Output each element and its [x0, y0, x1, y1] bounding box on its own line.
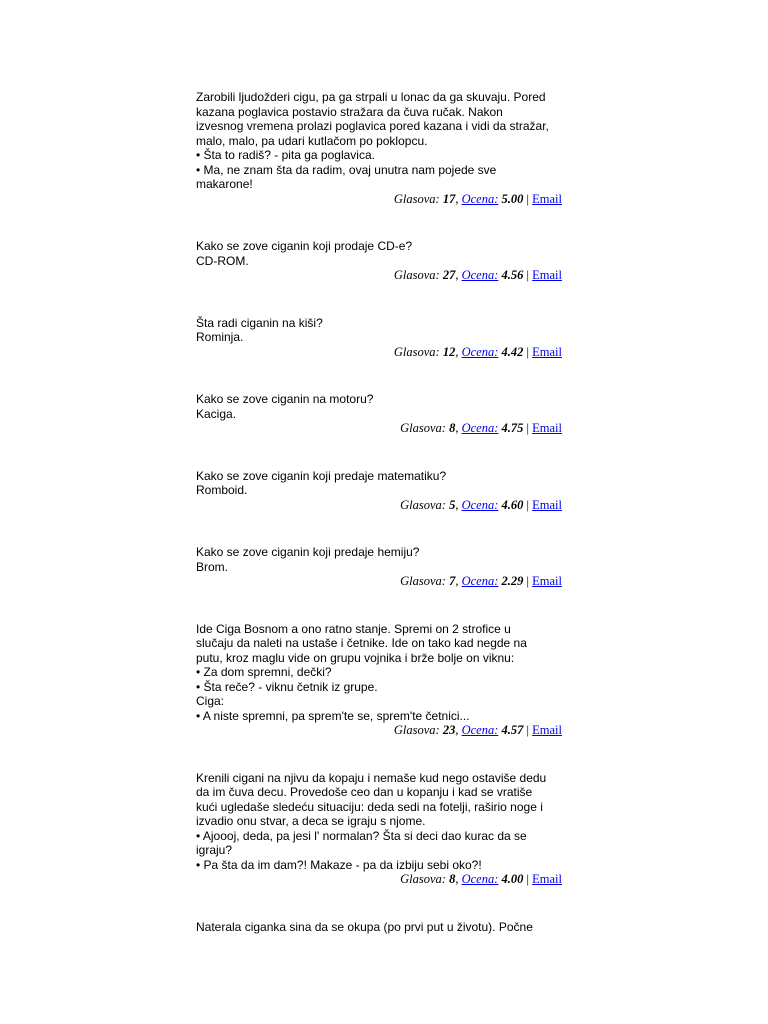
joke-line: putu, kroz maglu vide on grupu vojnika i brže bolje on viknu: [196, 650, 515, 665]
pipe-separator: | [526, 574, 530, 588]
pipe-separator: | [526, 268, 530, 282]
comma-separator: , [455, 872, 462, 886]
joke-line: Romboid. [196, 483, 248, 497]
joke-line: Ciga: [196, 694, 225, 708]
score-value: 4.60 [501, 497, 524, 512]
joke-text [196, 920, 568, 935]
comma-separator: , [455, 497, 462, 512]
votes-count: 12 [442, 344, 456, 359]
joke-line: • Ma, ne znam šta da radim, ovaj unutra nam pojede sve [196, 162, 497, 177]
joke-text [196, 469, 568, 498]
pipe-separator: | [526, 723, 530, 737]
joke-entry [196, 239, 568, 283]
score-value: 4.56 [501, 268, 524, 282]
joke-line: kazana poglavica postavio stražara da čuva ručak. Nakon [196, 104, 503, 119]
email-link[interactable]: Email [532, 344, 562, 359]
score-value: 2.29 [501, 574, 524, 588]
email-link[interactable]: Email [532, 497, 562, 512]
joke-line: Kako se zove ciganin na motoru? [196, 392, 374, 406]
comma-separator: , [455, 574, 462, 588]
joke-entry [196, 622, 568, 738]
votes-label: Glasova: [393, 268, 440, 282]
votes-count: 27 [442, 268, 456, 282]
joke-line: kući ugledaše sledeću situaciju: deda sedi na fotelji, raširio noge i [196, 799, 543, 814]
joke-line: Krenili cigani na njivu da kopaju i nemaše kud nego ostaviše dedu [196, 770, 547, 785]
rating-line [196, 574, 568, 589]
joke-line: • Šta to radiš? - pita ga poglavica. [196, 148, 375, 162]
score-value: 4.57 [501, 723, 524, 737]
joke-line: Brom. [196, 559, 229, 574]
joke-entry [196, 469, 568, 513]
rate-link[interactable]: Ocena: [461, 574, 499, 588]
votes-count: 8 [449, 421, 456, 435]
rate-link[interactable]: Ocena: [461, 421, 499, 435]
votes-count: 23 [442, 723, 456, 737]
joke-text [196, 316, 568, 345]
joke-line: Kako se zove ciganin koji predaje hemiju? [196, 545, 420, 559]
joke-line: Šta radi ciganin na kiši? [196, 315, 323, 330]
pipe-separator: | [526, 421, 530, 435]
rate-link[interactable]: Ocena: [461, 268, 499, 282]
rating-line [196, 872, 568, 887]
joke-line: • Za dom spremni, dečki? [196, 665, 332, 679]
joke-text [196, 622, 568, 724]
joke-line: Kaciga. [196, 406, 237, 421]
joke-line: izvadio onu stvar, a deca se igraju s njome. [196, 814, 426, 828]
comma-separator: , [455, 421, 462, 435]
votes-label: Glasova: [400, 574, 446, 588]
rating-line [196, 268, 568, 283]
rating-line [196, 345, 568, 360]
votes-count: 7 [449, 574, 456, 588]
joke-entry [196, 920, 568, 935]
joke-line: Zarobili ljudožderi cigu, pa ga strpali u lonac da ga skuvaju. Pored [196, 90, 546, 104]
joke-text [196, 239, 568, 268]
score-value: 4.75 [501, 421, 524, 435]
joke-line: malo, malo, pa udari kutlačom po poklopcu. [196, 133, 428, 148]
comma-separator: , [455, 191, 462, 206]
comma-separator: , [455, 723, 462, 737]
comma-separator: , [455, 344, 462, 359]
email-link[interactable]: Email [532, 191, 562, 206]
rate-link[interactable]: Ocena: [461, 191, 499, 206]
votes-label: Glasova: [393, 344, 440, 359]
email-link[interactable]: Email [532, 723, 562, 737]
score-value: 4.42 [501, 344, 524, 359]
rate-link[interactable]: Ocena: [461, 723, 499, 737]
joke-line: Naterala ciganka sina da se okupa (po prvi put u životu). Počne [196, 919, 533, 934]
rate-link[interactable]: Ocena: [461, 344, 499, 359]
rating-line [196, 498, 568, 513]
joke-line: • A niste spremni, pa sprem'te se, sprem'te četnici... [196, 708, 470, 723]
joke-text [196, 90, 568, 192]
pipe-separator: | [526, 497, 530, 512]
votes-label: Glasova: [400, 497, 446, 512]
joke-line: da im čuva decu. Provedoše ceo dan u kopanju i kad se vratiše [196, 785, 533, 799]
pipe-separator: | [526, 872, 530, 886]
rating-line [196, 192, 568, 207]
joke-line: • Pa šta da im dam?! Makaze - pa da izbiju sebi oko?! [196, 857, 482, 872]
pipe-separator: | [526, 191, 530, 206]
pipe-separator: | [526, 344, 530, 359]
joke-list [196, 90, 568, 934]
email-link[interactable]: Email [532, 421, 562, 435]
rating-line [196, 421, 568, 436]
votes-count: 5 [449, 497, 456, 512]
votes-count: 8 [449, 872, 456, 886]
email-link[interactable]: Email [532, 872, 562, 886]
joke-text [196, 771, 568, 873]
email-link[interactable]: Email [532, 574, 562, 588]
joke-entry [196, 771, 568, 887]
score-value: 5.00 [501, 191, 524, 206]
joke-line: CD-ROM. [196, 253, 249, 268]
joke-line: makarone! [196, 177, 253, 191]
votes-count: 17 [442, 191, 456, 206]
joke-text [196, 545, 568, 574]
joke-line: Kako se zove ciganin koji predaje matematiku? [196, 468, 447, 483]
joke-line: • Šta reče? - viknu četnik iz grupe. [196, 679, 378, 694]
votes-label: Glasova: [400, 872, 446, 886]
votes-label: Glasova: [400, 421, 446, 435]
joke-entry [196, 545, 568, 589]
joke-entry [196, 392, 568, 436]
joke-entry [196, 90, 568, 206]
joke-text [196, 392, 568, 421]
email-link[interactable]: Email [532, 268, 562, 282]
joke-line: slučaju da naleti na ustaše i četnike. Ide on tako kad negde na [196, 636, 527, 650]
rating-line [196, 723, 568, 738]
joke-line: Kako se zove ciganin koji prodaje CD-e? [196, 239, 413, 253]
rate-link[interactable]: Ocena: [461, 497, 499, 512]
joke-line: Rominja. [196, 330, 244, 344]
votes-label: Glasova: [393, 191, 440, 206]
comma-separator: , [455, 268, 462, 282]
rate-link[interactable]: Ocena: [461, 872, 499, 886]
joke-line: • Ajoooj, deda, pa jesi l' normalan? Šta si deci dao kurac da se [196, 828, 527, 843]
joke-line: Ide Ciga Bosnom a ono ratno stanje. Spremi on 2 strofice u [196, 621, 511, 636]
joke-line: izvesnog vremena prolazi poglavica pored kazana i vidi da stražar, [196, 119, 549, 133]
joke-entry [196, 316, 568, 360]
joke-line: igraju? [196, 843, 233, 857]
score-value: 4.00 [501, 872, 524, 886]
votes-label: Glasova: [393, 723, 440, 737]
